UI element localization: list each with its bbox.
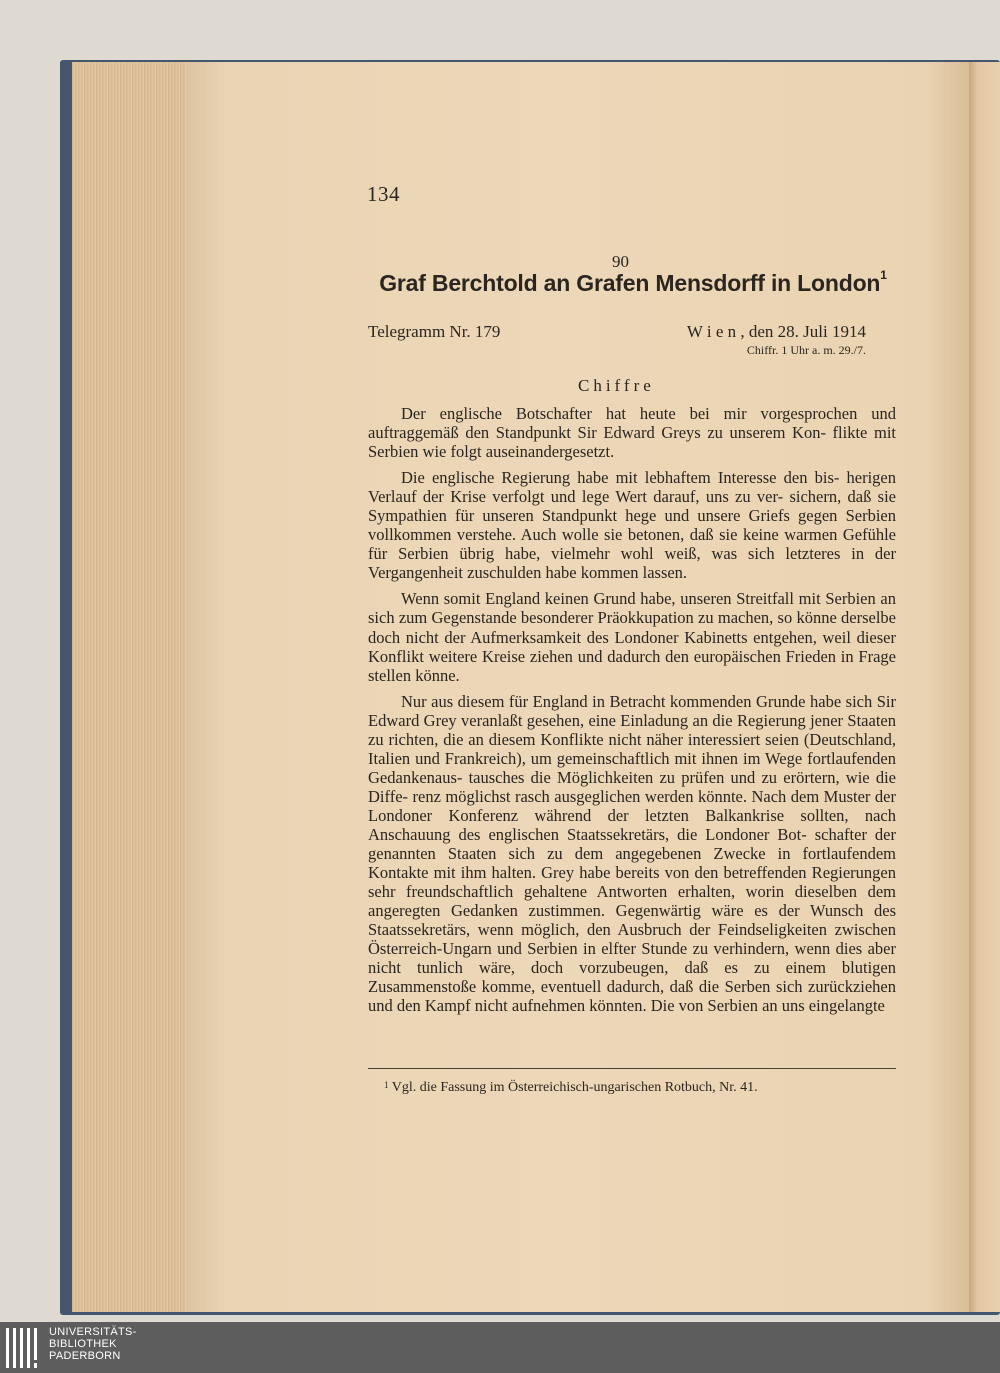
paragraph: Der englische Botschafter hat heute bei mir vorgesprochen und auftraggemäß den Standpunkt Sir Edward Greys zu unserem Kon- flikte mit Serbien wie folgt auseinandergesetzt. [368, 404, 896, 462]
footnote [384, 1080, 758, 1096]
paragraph: Wenn somit England keinen Grund habe, unseren Streitfall mit Serbien an sich zum Gegenstande besonderer Präokkupation zu machen, so könne derselbe doch nicht der Aufmerksamkeit des Londoner Kabinetts entgehen, weil dieser Konflikt weitere Kreise ziehen und dadurch den europäischen Frieden in Frage stellen könne. [368, 589, 896, 685]
title-text: Graf Berchtold an Grafen Mensdorff in London [379, 270, 881, 296]
section-heading: Chiffre [578, 376, 655, 395]
title-footnote-mark: 1 [880, 268, 887, 282]
footnote-mark: 1 [384, 1080, 389, 1090]
library-name-line2: BIBLIOTHEK [49, 1338, 117, 1350]
body-text [368, 404, 896, 1022]
library-name [49, 1326, 137, 1362]
library-name-line3: PADERBORN [49, 1350, 121, 1362]
footnote-divider [368, 1068, 896, 1069]
next-page-edge [968, 62, 1000, 1312]
library-footer [0, 1322, 1000, 1373]
page-number: 134 [367, 182, 400, 206]
library-name-line1: UNIVERSITÄTS- [49, 1326, 137, 1338]
paragraph: Die englische Regierung habe mit lebhaftem Interesse den bis- herigen Verlauf der Krise verfolgt und lege Wert darauf, uns zu ver- sichern, daß sie Sympathien für unseren Standpunkt hege und unsere Griefs gegen Serbien vollkommen verstehe. Auch wolle sie betonen, daß sie keine warmen Gefühle für Serbien übrig habe, vielmehr wohl weiß, was sich letzteres in der Vergangenheit zuschulden habe kommen lassen. [368, 468, 896, 583]
telegram-number: Telegramm Nr. 179 [368, 322, 501, 341]
cipher-info: Chiffr. 1 Uhr a. m. 29./7. [746, 343, 866, 357]
paragraph: Nur aus diesem für England in Betracht kommenden Grunde habe sich Sir Edward Grey veranlaßt gesehen, eine Einladung an die Regierung jener Staaten zu richten, die an diesem Konflikte nicht näher interessiert seien (Deutschland, Italien und Frankreich), um gemeinschaftlich mit ihnen im Wege fortlaufenden Gedankenaus- tausches die Möglichkeiten zu prüfen und zu erörtern, wie die Diffe- renz möglichst rasch ausgeglichen werden könnte. Nach dem Muster der Londoner Konferenz während der letzten Balkankrise sollten, nach Anschauung des englischen Staatssekretärs, die Londoner Bot- schafter der genannten Staaten sich zu dem angegebenen Zwecke in fortlaufendem Kontakte mit ihm halten. Grey habe bereits von den betreffenden Regierungen sehr freundschaftlich gehaltene Antworten erhalten, worin dieselben dem angeregten Gedanken zustimmen. Gegenwärtig wäre es der Wunsch des Staatssekretärs, wenn möglich, den Ausbruch der Feindseligkeiten zwischen Österreich-Ungarn und Serbien in elfter Stunde zu verhindern, wenn dies aber nicht tunlich wäre, doch vorzubeugen, daß es zu einem blutigen Zusammenstoße komme, eventuell dadurch, daß die Serben sich zurückziehen und den Kampf nicht aufnehmen könnten. Die von Serbien an uns eingelangte [368, 691, 896, 1016]
place-date: W i e n , den 28. Juli 1914 [686, 322, 866, 341]
page-edges [72, 62, 190, 1312]
footnote-text: Vgl. die Fassung im Österreichisch-ungarischen Rotbuch, Nr. 41. [391, 1080, 758, 1095]
document-title [370, 270, 896, 297]
document-number: 90 [612, 252, 629, 271]
